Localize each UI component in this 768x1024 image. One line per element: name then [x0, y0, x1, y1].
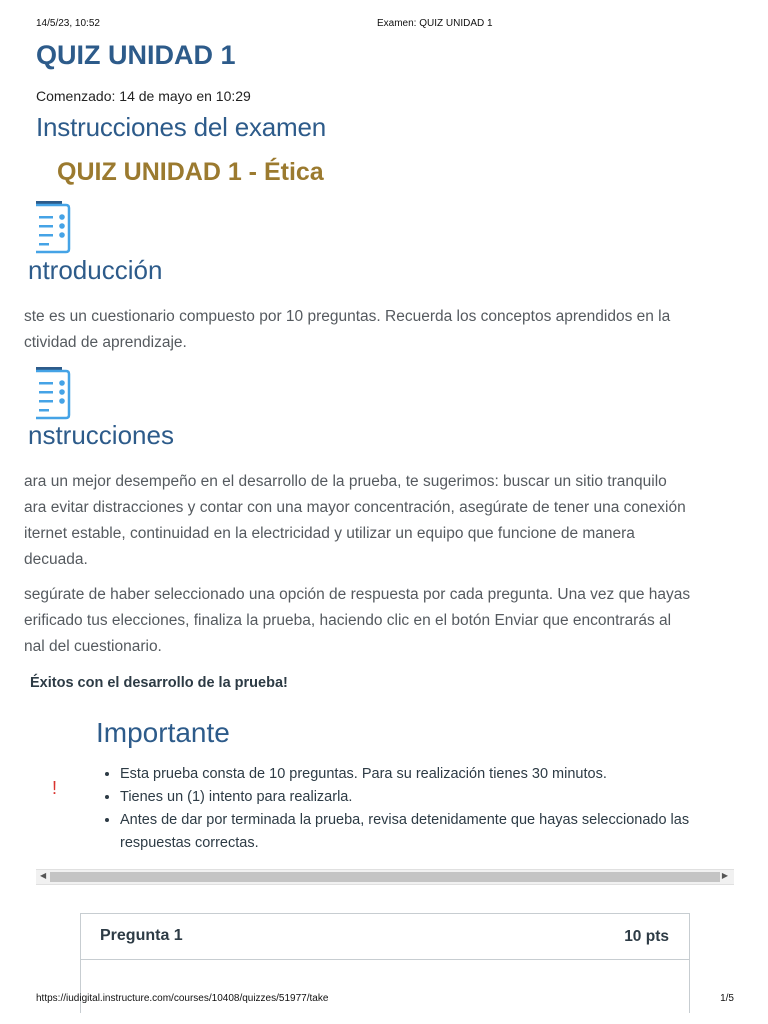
paragraph-line: erificado tus elecciones, finaliza la prueba, haciendo clic en el botón Enviar que encontrarás al — [24, 612, 672, 629]
scrollbar-thumb[interactable] — [50, 872, 720, 882]
instructions-section-heading: nstrucciones — [28, 420, 174, 450]
paragraph-line: nal del cuestionario. — [24, 638, 162, 655]
scroll-left-arrow-icon[interactable]: ◀ — [40, 871, 47, 880]
document-list-icon — [36, 367, 70, 419]
list-item: • Esta prueba consta de 10 preguntas. Para su realización tienes 30 minutos. — [120, 763, 750, 786]
print-page-title: Examen: QUIZ UNIDAD 1 — [377, 18, 493, 29]
success-message: Éxitos con el desarrollo de la prueba! — [30, 675, 288, 691]
print-datetime: 14/5/23, 10:52 — [36, 18, 100, 29]
paragraph-line: decuada. — [24, 551, 88, 568]
print-url: https://iudigital.instructure.com/courses/10408/quizzes/51977/take — [36, 993, 329, 1004]
intro-heading: ntroducción — [28, 255, 163, 285]
quiz-title: QUIZ UNIDAD 1 — [36, 40, 236, 70]
started-value: 14 de mayo en 10:29 — [119, 88, 251, 104]
paragraph-line: segúrate de haber seleccionado una opción de respuesta por cada pregunta. Una vez que hayas — [24, 586, 691, 603]
intro-line: ctividad de aprendizaje. — [24, 334, 187, 351]
instructions-content — [24, 195, 736, 700]
paragraph-line: ara evitar distracciones y contar con una mayor concentración, asegúrate de tener una conexión — [24, 499, 686, 516]
question-title: Pregunta 1 — [100, 927, 183, 944]
instructions-paragraph-2 — [24, 582, 690, 660]
important-heading: Importante — [96, 717, 230, 748]
list-item: • Tienes un (1) intento para realizarla. — [120, 786, 750, 809]
instructions-paragraph-1 — [24, 469, 686, 573]
paragraph-line: ara un mejor desempeño en el desarrollo de la prueba, te sugerimos: buscar un sitio tranquilo — [24, 473, 667, 490]
document-list-icon — [36, 201, 70, 253]
horizontal-scrollbar[interactable] — [36, 869, 734, 885]
alert-icon: ! — [52, 778, 58, 798]
intro-paragraph — [24, 304, 670, 356]
scroll-right-arrow-icon[interactable]: ▶ — [721, 871, 728, 880]
exam-instructions-heading: Instrucciones del examen — [36, 112, 327, 142]
quiz-subtitle: QUIZ UNIDAD 1 - Ética — [57, 158, 324, 186]
question-header — [81, 914, 689, 960]
list-item: • Antes de dar por terminada la prueba, revisa detenidamente que hayas seleccionado las respuestas correctas. — [120, 809, 750, 855]
started-label: Comenzado: — [36, 88, 116, 104]
intro-line: ste es un cuestionario compuesto por 10 preguntas. Recuerda los conceptos aprendidos en la — [24, 308, 671, 325]
paragraph-line: iternet estable, continuidad en la electricidad y utilizar un equipo que funcione de manera — [24, 525, 635, 542]
started-info — [36, 88, 251, 104]
print-page-number: 1/5 — [720, 993, 734, 1004]
important-list — [104, 763, 750, 855]
question-points: 10 pts — [624, 928, 669, 945]
